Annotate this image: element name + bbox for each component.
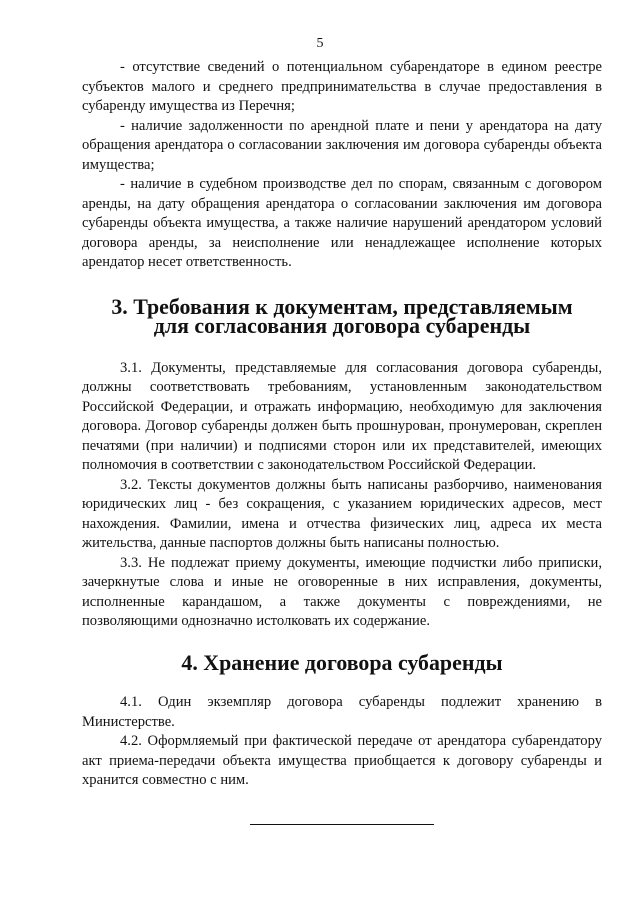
bullet-item: - наличие в судебном производстве дел по спорам, связанным с договором аренды, на дату обращения арендатора о согласовании заключения им договора субаренды объекта имущества, а также наличие нарушений арендатором условий договора аренды, за неисполнение или ненадлежащее исполнение которых арендатор несет ответственность. (82, 176, 602, 270)
paragraph-3-2: 3.2. Тексты документов должны быть написаны разборчиво, наименования юридических лиц - без сокращения, с указанием юридических адресов, мест нахождения. Фамилии, имена и отчества физических лиц, адреса их места жительства, данные паспортов должны быть написаны полностью. (82, 476, 602, 551)
paragraph-3-3: 3.3. Не подлежат приему документы, имеющие подчистки либо приписки, зачеркнутые слова и иные не оговоренные в них исправления, документы, исполненные карандашом, а также документы с повреждениями, не позволяющими однозначно истолковать их содержание. (82, 554, 602, 629)
section-4-heading: 4. Хранение договора субаренды (181, 649, 503, 675)
paragraph-4-1: 4.1. Один экземпляр договора субаренды подлежит хранению в Министерстве. (82, 694, 602, 730)
paragraph-4-2: 4.2. Оформляемый при фактической передаче от арендатора субарендатору акт приема-передачи объекта имущества приобщается к договору субаренды и хранится совместно с ним. (82, 733, 602, 788)
bullet-item: - отсутствие сведений о потенциальном субарендаторе в едином реестре субъектов малого и среднего предпринимательства в случае предоставления в субаренду имущества из Перечня; (82, 59, 602, 114)
document-body (82, 58, 602, 825)
page-number: 5 (316, 36, 324, 51)
paragraph-3-1: 3.1. Документы, представляемые для согласования договора субаренды, должны соответствовать требованиям, установленным законодательством Российской Федерации, и отражать информацию, необходимую для заключения договора. Договор субаренды должен быть прошнурован, пронумерован, скреплен печатями (при наличии) и подписями сторон или их представителей, имеющих полномочия в соответствии с законодательством Российской Федерации. (82, 359, 602, 473)
bullet-item: - наличие задолженности по арендной плате и пени у арендатора на дату обращения арендатора о согласовании заключения им договора субаренды объекта имущества; (82, 117, 602, 173)
section-3-heading: 3. Требования к документам, представляемым для согласования договора субаренды (111, 293, 573, 338)
end-divider (250, 824, 434, 825)
